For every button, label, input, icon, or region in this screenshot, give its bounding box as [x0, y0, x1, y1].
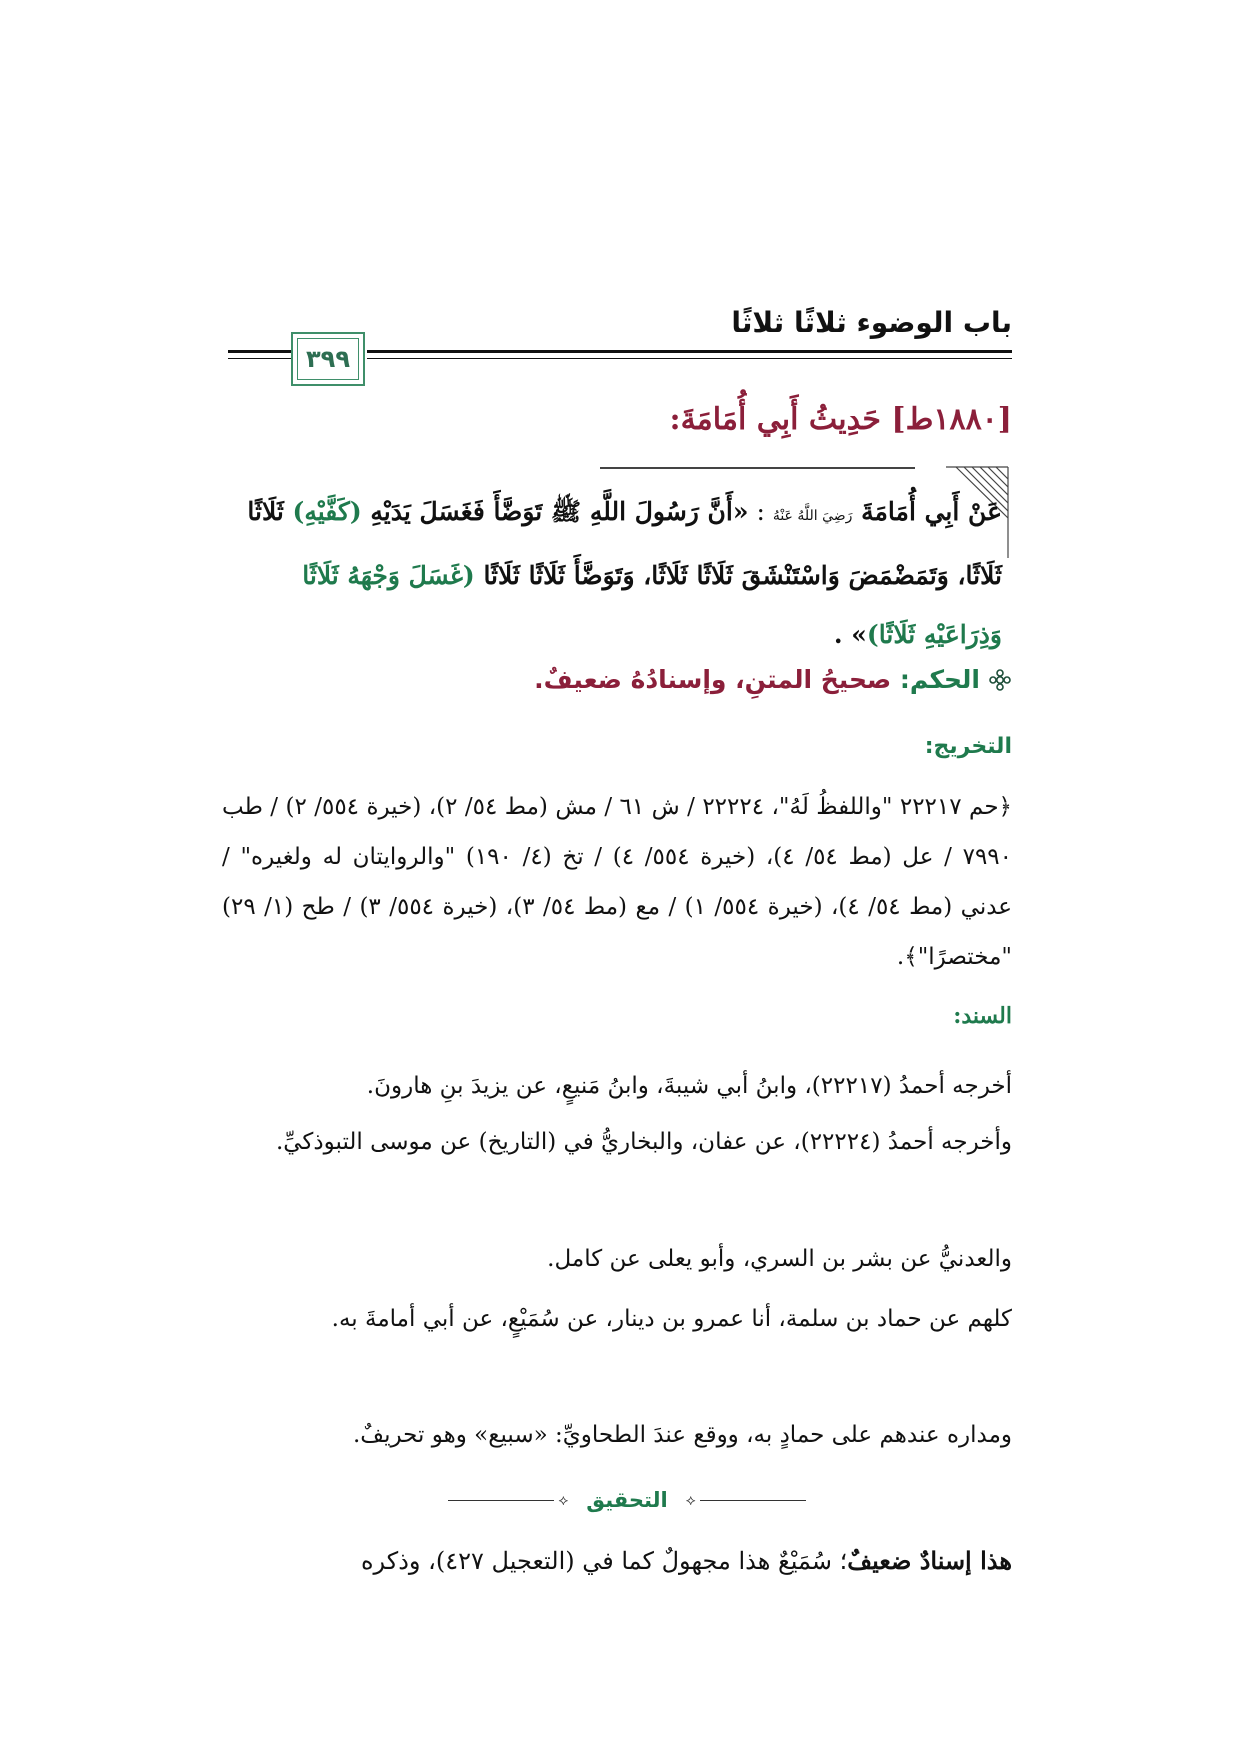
- page-number: ٣٩٩: [306, 345, 350, 373]
- divider-ornament-right-icon: ⟡: [685, 1491, 696, 1509]
- hadith-heading: [١٨٨٠ط] حَدِيثُ أَبِي أُمَامَةَ:: [669, 402, 1012, 437]
- tahqiq-paragraph: [222, 1536, 1012, 1586]
- sanad-paragraph-4: كلهم عن حماد بن سلمة، أنا عمرو بن دينار، عن سُمَيْعٍ، عن أبي أمامةَ به.: [331, 1306, 1012, 1332]
- ruling-value: صحيحُ المتنِ، وإسنادُهُ ضعيفٌ.: [534, 665, 900, 694]
- tahqiq-divider: [448, 1482, 806, 1518]
- divider-line-left: [448, 1500, 554, 1501]
- tahqiq-text: ؛ سُمَيْعٌ هذا مجهولٌ كما في (التعجيل ٤٢٧)، وذكره: [360, 1547, 848, 1575]
- header-rule-right: [367, 350, 1012, 353]
- header-rule-left: [228, 350, 291, 353]
- matn-variant-a: (كَفَّيْهِ): [292, 497, 362, 526]
- matn-radiya: رَضِيَ اللَّهُ عَنْهُ: [772, 508, 853, 524]
- ruling-label: الحكم:: [899, 665, 980, 694]
- takhrij-text: ﴿حم ٢٢٢١٧ "واللفظُ لَهُ"، ٢٢٢٢٤ / ش ٦١ / مش (مط ٥٤/ ٢)، (خيرة ٥٥٤/ ٢) / طب ٧٩٩٠ / عل (مط ٥٤/ ٤)، (خيرة ٥٥٤/ ٤) / تخ (٤/ ١٩٠) "والروايتان له ولغيره" / عدني (مط ٥٤/ ٤)، (خيرة ٥٥٤/ ١) / مع (مط ٥٤/ ٣)، (خيرة ٥٥٤/ ٣) / طح (١/ ٢٩) "مختصرًا"﴾.: [222, 794, 1013, 970]
- matn-colon: :: [748, 497, 773, 526]
- page-number-frame: [291, 332, 365, 386]
- matn-text-a: «أَنَّ رَسُولَ اللَّهِ ﷺ تَوَضَّأَ فَغَسَلَ يَدَيْهِ: [361, 497, 749, 526]
- matn-narrator: عَنْ أَبِي أُمَامَةَ: [852, 497, 1002, 526]
- tahqiq-label: التحقيق: [586, 1488, 668, 1512]
- matn-variant-b: (غَسَلَ وَجْهَهُ ثَلَاثًا وَذِرَاعَيْهِ ثَلَاثًا): [302, 561, 1002, 649]
- sanad-label: السند:: [953, 1003, 1012, 1029]
- heading-rule: [600, 467, 915, 469]
- sanad-paragraph-1: أخرجه أحمدُ (٢٢٢١٧)، وابنُ أبي شيبةَ، وابنُ مَنيعٍ، عن يزيدَ بنِ هارونَ.: [366, 1073, 1012, 1099]
- hadith-matn: [232, 482, 1002, 664]
- matn-end: » .: [833, 620, 867, 649]
- flower-ornament-icon: [988, 668, 1012, 692]
- hadith-ruling: [232, 665, 1012, 694]
- chapter-title: باب الوضوء ثلاثًا ثلاثًا: [731, 306, 1012, 339]
- header-rule-left-thin: [228, 358, 291, 359]
- takhrij-label: التخريج:: [924, 734, 1012, 759]
- header-rule-right-thin: [367, 358, 1012, 359]
- tahqiq-verdict: هذا إسنادٌ ضعيفٌ: [847, 1546, 1012, 1575]
- matn-text-b: ثَلَاثًا ثَلَاثًا، وَتَمَضْمَضَ وَاسْتَنْشَقَ ثَلَاثًا ثَلَاثًا، وَتَوَضَّأَ ثَلَاثًا ثَلَاثًا: [247, 497, 1002, 590]
- sanad-paragraph-3: والعدنيُّ عن بشر بن السري، وأبو يعلى عن كامل.: [547, 1246, 1012, 1272]
- sanad-paragraph-2: وأخرجه أحمدُ (٢٢٢٢٤)، عن عفان، والبخاريُّ في (التاريخ) عن موسى التبوذكيِّ.: [275, 1129, 1012, 1155]
- divider-line-right: [700, 1500, 806, 1501]
- sanad-paragraph-5: ومداره عندهم على حمادٍ به، ووقع عندَ الطحاويِّ: «سبيع» وهو تحريفٌ.: [352, 1422, 1012, 1448]
- divider-ornament-left-icon: ⟡: [558, 1491, 569, 1509]
